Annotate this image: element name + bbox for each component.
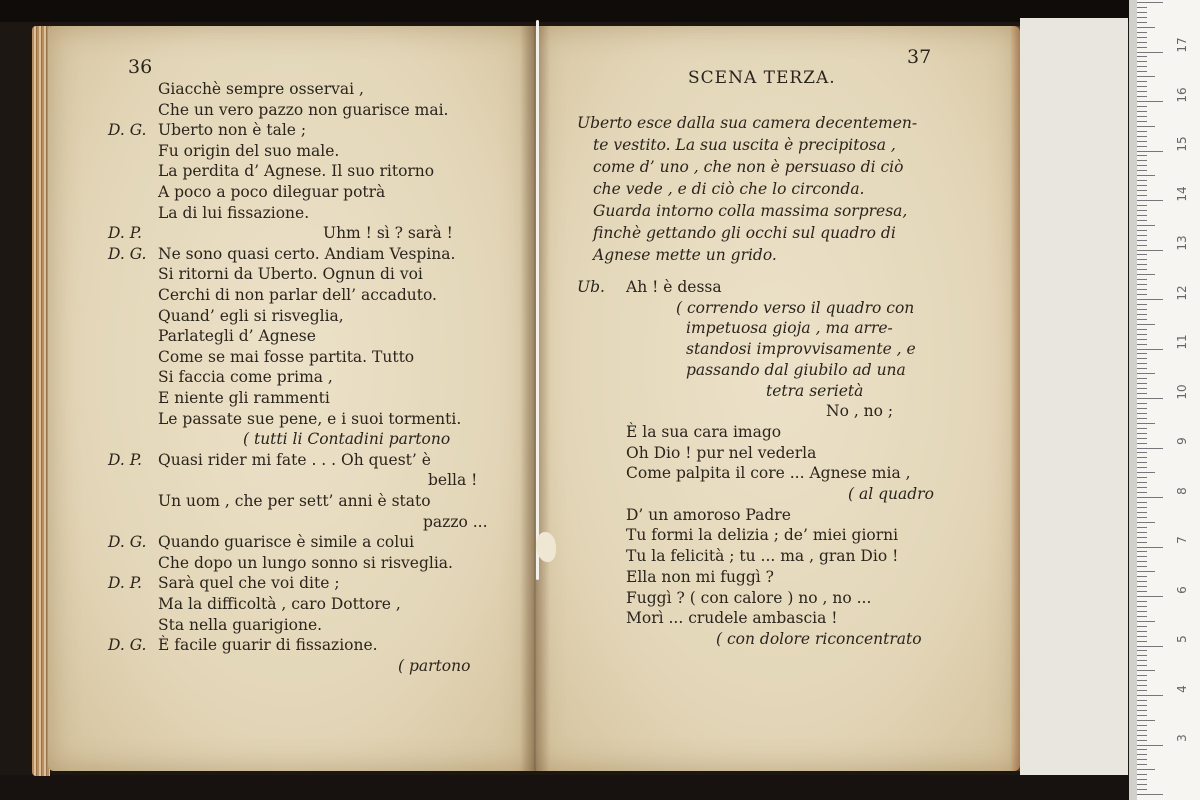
ruler-tick bbox=[1137, 254, 1147, 255]
verse-line: Si faccia come prima , bbox=[158, 368, 333, 387]
verse-line: ( tutti li Contadini partono bbox=[243, 430, 451, 449]
ruler-tick bbox=[1137, 190, 1147, 191]
ruler-tick bbox=[1137, 91, 1147, 92]
ruler-tick bbox=[1137, 175, 1155, 176]
ruler-tick bbox=[1137, 121, 1147, 122]
ruler-tick bbox=[1137, 487, 1147, 488]
ruler-tick bbox=[1137, 17, 1147, 18]
ruler-tick bbox=[1137, 86, 1147, 87]
ruler-tick bbox=[1137, 230, 1147, 231]
speaker-label: Ub. bbox=[577, 278, 605, 296]
ruler-tick bbox=[1137, 66, 1147, 67]
ruler-tick bbox=[1137, 443, 1147, 444]
ruler-tick bbox=[1137, 675, 1147, 676]
ruler-tick bbox=[1137, 398, 1163, 399]
ruler-tick bbox=[1137, 695, 1163, 696]
verse-line: No , no ; bbox=[826, 402, 894, 421]
verse-line: ( correndo verso il quadro con bbox=[676, 298, 915, 317]
ruler-tick bbox=[1137, 700, 1147, 701]
ruler-label: 5 bbox=[1175, 635, 1189, 643]
ruler-tick bbox=[1137, 680, 1147, 681]
ruler-tick bbox=[1137, 180, 1147, 181]
verse-line: Giacchè sempre osservai , bbox=[158, 80, 364, 98]
stage-direction-line: come d’ uno , che non è persuaso di ciò bbox=[593, 158, 904, 176]
ruler-label: 6 bbox=[1175, 585, 1189, 594]
ruler-tick bbox=[1137, 7, 1147, 8]
ruler-tick bbox=[1137, 383, 1147, 384]
ruler-tick bbox=[1137, 334, 1147, 335]
ruler-tick bbox=[1137, 61, 1147, 62]
ruler-tick bbox=[1137, 106, 1147, 107]
verse-line: ( al quadro bbox=[848, 485, 934, 503]
ruler-tick bbox=[1137, 720, 1155, 721]
ruler-tick bbox=[1137, 730, 1147, 731]
speaker-label: D. P. bbox=[108, 450, 142, 469]
verse-line: Morì ... crudele ambascia ! bbox=[626, 609, 838, 628]
ruler-tick bbox=[1137, 76, 1155, 77]
ruler-tick bbox=[1137, 136, 1147, 137]
verse-line: Fu origin del suo male. bbox=[158, 141, 340, 160]
ruler-label: 16 bbox=[1175, 86, 1189, 103]
ruler-tick bbox=[1137, 507, 1147, 508]
backdrop-bottom bbox=[0, 775, 1200, 800]
verse-line: passando dal giubilo ad una bbox=[686, 360, 906, 379]
ruler-tick bbox=[1137, 42, 1147, 43]
ruler-tick bbox=[1137, 388, 1147, 389]
ruler-tick bbox=[1137, 542, 1147, 543]
ruler-tick bbox=[1137, 512, 1147, 513]
ruler-tick bbox=[1137, 274, 1155, 275]
ruler-tick bbox=[1137, 611, 1147, 612]
ruler-tick bbox=[1137, 165, 1147, 166]
ruler-tick bbox=[1137, 556, 1147, 557]
verse-line: Le passate sue pene, e i suoi tormenti. bbox=[158, 409, 462, 428]
ruler-tick bbox=[1137, 319, 1147, 320]
ruler-tick bbox=[1137, 472, 1155, 473]
ruler-tick bbox=[1137, 452, 1147, 453]
ruler-tick bbox=[1137, 269, 1147, 270]
ruler-tick bbox=[1137, 329, 1147, 330]
book-gutter bbox=[520, 26, 550, 771]
speaker-label: D. G. bbox=[108, 244, 147, 263]
ruler-tick bbox=[1137, 235, 1147, 236]
ruler-tick bbox=[1137, 735, 1147, 736]
speaker-label: D. G. bbox=[108, 121, 147, 140]
ruler-label: 13 bbox=[1175, 235, 1189, 251]
verse-line: Ella non mi fuggì ? bbox=[626, 567, 774, 586]
ruler-tick bbox=[1137, 794, 1163, 795]
ruler-tick bbox=[1137, 215, 1147, 216]
ruler-tick bbox=[1137, 660, 1147, 661]
ruler-tick bbox=[1137, 32, 1147, 33]
ruler-tick bbox=[1137, 12, 1147, 13]
speaker-label: D. G. bbox=[108, 533, 147, 552]
ruler-tick bbox=[1137, 601, 1147, 602]
verse-line: Quand’ egli si risveglia, bbox=[158, 306, 344, 325]
speaker-label: D. P. bbox=[108, 224, 142, 243]
verse-line: Tu formi la delizia ; de’ miei giorni bbox=[626, 526, 899, 545]
ruler-tick bbox=[1137, 779, 1147, 780]
ruler-tick bbox=[1137, 160, 1147, 161]
verse-line: Come palpita il core ... Agnese mia , bbox=[626, 464, 911, 483]
ruler-tick bbox=[1137, 96, 1147, 97]
ruler-tick bbox=[1137, 304, 1147, 305]
ruler-tick bbox=[1137, 309, 1147, 310]
ruler-tick bbox=[1137, 220, 1147, 221]
ruler-tick bbox=[1137, 547, 1163, 548]
ruler-tick bbox=[1137, 670, 1155, 671]
ruler-tick bbox=[1137, 745, 1163, 746]
right-page bbox=[533, 26, 1020, 771]
verse-line: Sta nella guarigione. bbox=[158, 615, 323, 634]
verse-line: A poco a poco dileguar potrà bbox=[158, 183, 386, 201]
ruler-tick bbox=[1137, 527, 1147, 528]
ruler-label: 15 bbox=[1175, 136, 1189, 152]
verse-line: La di lui fissazione. bbox=[158, 203, 310, 222]
ruler-tick bbox=[1137, 324, 1155, 325]
ruler-tick bbox=[1137, 492, 1147, 493]
ruler-tick bbox=[1137, 586, 1147, 587]
ruler-tick bbox=[1137, 551, 1147, 552]
ruler-tick bbox=[1137, 299, 1163, 300]
verse-line: pazzo ... bbox=[423, 512, 488, 531]
verse-line: Come se mai fosse partita. Tutto bbox=[158, 347, 415, 366]
ruler-tick bbox=[1137, 581, 1147, 582]
ruler-tick bbox=[1137, 146, 1147, 147]
ruler-tick bbox=[1137, 784, 1147, 785]
ruler-tick bbox=[1137, 250, 1163, 251]
ruler-tick bbox=[1137, 596, 1163, 597]
ruler-tick bbox=[1137, 606, 1147, 607]
verse-line: tetra serietà bbox=[766, 381, 864, 400]
ruler-tick bbox=[1137, 715, 1147, 716]
verse-line: Fuggì ? ( con calore ) no , no ... bbox=[626, 588, 872, 607]
ruler-tick bbox=[1137, 353, 1147, 354]
ruler-tick bbox=[1137, 349, 1163, 350]
measuring-ruler bbox=[1129, 0, 1200, 800]
ruler-tick bbox=[1137, 116, 1147, 117]
ruler-label: 10 bbox=[1175, 383, 1189, 400]
binding-thread bbox=[536, 20, 539, 580]
ruler-tick bbox=[1137, 566, 1147, 567]
ruler-tick bbox=[1137, 413, 1147, 414]
ruler-tick bbox=[1137, 631, 1147, 632]
verse-line: Tu la felicità ; tu ... ma , gran Dio ! bbox=[626, 547, 899, 566]
stage-direction-line: te vestito. La sua uscita è precipitosa , bbox=[593, 136, 896, 154]
ruler-tick bbox=[1137, 626, 1147, 627]
ruler-tick bbox=[1137, 279, 1147, 280]
verse-line: Sarà quel che voi dite ; bbox=[158, 574, 340, 593]
ruler-tick bbox=[1137, 101, 1163, 102]
verse-line: Ne sono quasi certo. Andiam Vespina. bbox=[158, 244, 456, 263]
verse-line: Uberto non è tale ; bbox=[158, 121, 307, 140]
ruler-tick bbox=[1137, 131, 1147, 132]
ruler-tick bbox=[1137, 769, 1155, 770]
stage-direction-line: Uberto esce dalla sua camera decentemen- bbox=[577, 114, 918, 132]
ruler-tick bbox=[1137, 294, 1147, 295]
scene-heading: SCENA TERZA. bbox=[688, 68, 836, 88]
verse-line: Ma la difficoltà , caro Dottore , bbox=[158, 595, 401, 613]
ruler-tick bbox=[1137, 655, 1147, 656]
ruler-tick bbox=[1137, 259, 1147, 260]
verse-line: Oh Dio ! pur nel vederla bbox=[626, 443, 817, 462]
speaker-label: D. G. bbox=[108, 636, 147, 655]
ruler-tick bbox=[1137, 754, 1147, 755]
verse-line: Si ritorni da Uberto. Ognun di voi bbox=[158, 265, 423, 284]
stage-direction-line: Guarda intorno colla massima sorpresa, bbox=[593, 202, 908, 220]
ruler-tick bbox=[1137, 457, 1147, 458]
ruler-tick bbox=[1137, 636, 1147, 637]
ruler-tick bbox=[1137, 705, 1147, 706]
ruler-label: 14 bbox=[1175, 185, 1189, 202]
ruler-tick bbox=[1137, 749, 1147, 750]
ruler-tick bbox=[1137, 403, 1147, 404]
ruler-label: 4 bbox=[1175, 684, 1189, 693]
ruler-tick bbox=[1137, 155, 1147, 156]
ruler-tick bbox=[1137, 289, 1147, 290]
verse-line: E niente gli rammenti bbox=[158, 389, 330, 407]
verse-line: Che un vero pazzo non guarisce mai. bbox=[158, 100, 449, 119]
ruler-tick bbox=[1137, 81, 1147, 82]
ruler-tick bbox=[1137, 774, 1147, 775]
ruler-tick bbox=[1137, 423, 1155, 424]
ruler-tick bbox=[1137, 126, 1155, 127]
ruler-tick bbox=[1137, 571, 1155, 572]
ruler-tick bbox=[1137, 339, 1147, 340]
ruler-tick bbox=[1137, 532, 1147, 533]
verse-line: ( con dolore riconcentrato bbox=[716, 629, 922, 648]
ruler-tick bbox=[1137, 710, 1147, 711]
ruler-tick bbox=[1137, 537, 1147, 538]
ruler-tick bbox=[1137, 665, 1147, 666]
stage-direction-line: finchè gettando gli occhi sul quadro di bbox=[593, 224, 896, 242]
ruler-tick bbox=[1137, 205, 1147, 206]
verse-line: È facile guarir di fissazione. bbox=[158, 636, 378, 655]
verse-line: Ah ! è dessa bbox=[626, 278, 722, 296]
ruler-tick bbox=[1137, 22, 1147, 23]
ruler-tick bbox=[1137, 725, 1147, 726]
ruler-label: 17 bbox=[1175, 37, 1189, 53]
ruler-tick bbox=[1137, 502, 1147, 503]
ruler-tick bbox=[1137, 591, 1147, 592]
ruler-tick bbox=[1137, 477, 1147, 478]
ruler-label: 8 bbox=[1175, 486, 1189, 495]
ruler-tick bbox=[1137, 141, 1147, 142]
verse-line: bella ! bbox=[428, 471, 478, 490]
stage-direction-line: Agnese mette un grido. bbox=[593, 246, 777, 264]
ruler-tick bbox=[1137, 616, 1147, 617]
ruler-tick bbox=[1137, 418, 1147, 419]
ruler-tick bbox=[1137, 690, 1147, 691]
ruler-tick bbox=[1137, 151, 1163, 152]
ruler-tick bbox=[1137, 358, 1147, 359]
ruler-tick bbox=[1137, 522, 1155, 523]
left-page bbox=[48, 26, 533, 771]
ruler-tick bbox=[1137, 393, 1147, 394]
ruler-tick bbox=[1137, 378, 1147, 379]
ruler-tick bbox=[1137, 245, 1147, 246]
ruler-tick bbox=[1137, 764, 1147, 765]
ruler-tick bbox=[1137, 759, 1147, 760]
ruler-tick bbox=[1137, 170, 1147, 171]
ruler-tick bbox=[1137, 646, 1163, 647]
verse-line: ( partono bbox=[398, 656, 471, 675]
ruler-tick bbox=[1137, 462, 1147, 463]
ruler-tick bbox=[1137, 27, 1155, 28]
verse-line: Quasi rider mi fate . . . Oh quest’ è bbox=[158, 450, 431, 469]
ruler-tick bbox=[1137, 195, 1147, 196]
binding-knot bbox=[536, 532, 556, 562]
verse-line: Uhm ! sì ? sarà ! bbox=[323, 224, 453, 243]
ruler-tick bbox=[1137, 428, 1147, 429]
ruler-tick bbox=[1137, 438, 1147, 439]
ruler-tick bbox=[1137, 37, 1147, 38]
ruler-tick bbox=[1137, 641, 1147, 642]
ruler-tick bbox=[1137, 52, 1163, 53]
right-page-number: 37 bbox=[907, 46, 932, 68]
verse-line: standosi improvvisamente , e bbox=[686, 340, 916, 359]
stage-direction-line: che vede , e di ciò che lo circonda. bbox=[593, 180, 865, 198]
table-surface bbox=[1020, 18, 1128, 800]
ruler-tick bbox=[1137, 467, 1147, 468]
ruler-tick bbox=[1137, 650, 1147, 651]
ruler-tick bbox=[1137, 561, 1147, 562]
verse-line: Che dopo un lungo sonno si risveglia. bbox=[158, 553, 453, 572]
ruler-tick bbox=[1137, 240, 1147, 241]
ruler-tick bbox=[1137, 264, 1147, 265]
ruler-label: 9 bbox=[1175, 437, 1189, 445]
ruler-tick bbox=[1137, 111, 1147, 112]
ruler-tick bbox=[1137, 225, 1155, 226]
ruler-tick bbox=[1137, 408, 1147, 409]
verse-line: La perdita d’ Agnese. Il suo ritorno bbox=[158, 162, 435, 181]
ruler-tick bbox=[1137, 368, 1147, 369]
verse-line: impetuosa gioja , ma arre- bbox=[686, 319, 893, 338]
ruler-tick bbox=[1137, 2, 1163, 3]
ruler-tick bbox=[1137, 448, 1163, 449]
ruler-tick bbox=[1137, 363, 1147, 364]
ruler-tick bbox=[1137, 433, 1147, 434]
ruler-tick bbox=[1137, 47, 1147, 48]
verse-line: Parlategli d’ Agnese bbox=[158, 327, 316, 346]
ruler-tick bbox=[1137, 740, 1147, 741]
verse-line: È la sua cara imago bbox=[626, 422, 782, 441]
verse-line: Cerchi di non parlar dell’ accaduto. bbox=[158, 286, 437, 304]
ruler-tick bbox=[1137, 56, 1147, 57]
ruler-tick bbox=[1137, 314, 1147, 315]
ruler-tick bbox=[1137, 789, 1147, 790]
ruler-tick bbox=[1137, 482, 1147, 483]
verse-line: Quando guarisce è simile a colui bbox=[158, 533, 415, 552]
ruler-tick bbox=[1137, 71, 1147, 72]
ruler-tick bbox=[1137, 621, 1155, 622]
ruler-tick bbox=[1137, 210, 1147, 211]
ruler-label: 3 bbox=[1175, 734, 1189, 742]
ruler-tick bbox=[1137, 497, 1163, 498]
ruler-tick bbox=[1137, 185, 1147, 186]
ruler-tick bbox=[1137, 517, 1147, 518]
verse-line: Un uom , che per sett’ anni è stato bbox=[158, 492, 431, 510]
speaker-label: D. P. bbox=[108, 574, 142, 593]
ruler-tick bbox=[1137, 373, 1155, 374]
ruler-label: 7 bbox=[1175, 536, 1189, 544]
ruler-tick bbox=[1137, 284, 1147, 285]
ruler-tick bbox=[1137, 344, 1147, 345]
ruler-tick bbox=[1137, 200, 1163, 201]
verse-line: D’ un amoroso Padre bbox=[626, 505, 791, 524]
ruler-tick bbox=[1137, 576, 1147, 577]
ruler-label: 11 bbox=[1175, 334, 1189, 350]
ruler-tick bbox=[1137, 685, 1147, 686]
ruler-label: 12 bbox=[1175, 284, 1189, 301]
left-page-number: 36 bbox=[128, 56, 153, 78]
